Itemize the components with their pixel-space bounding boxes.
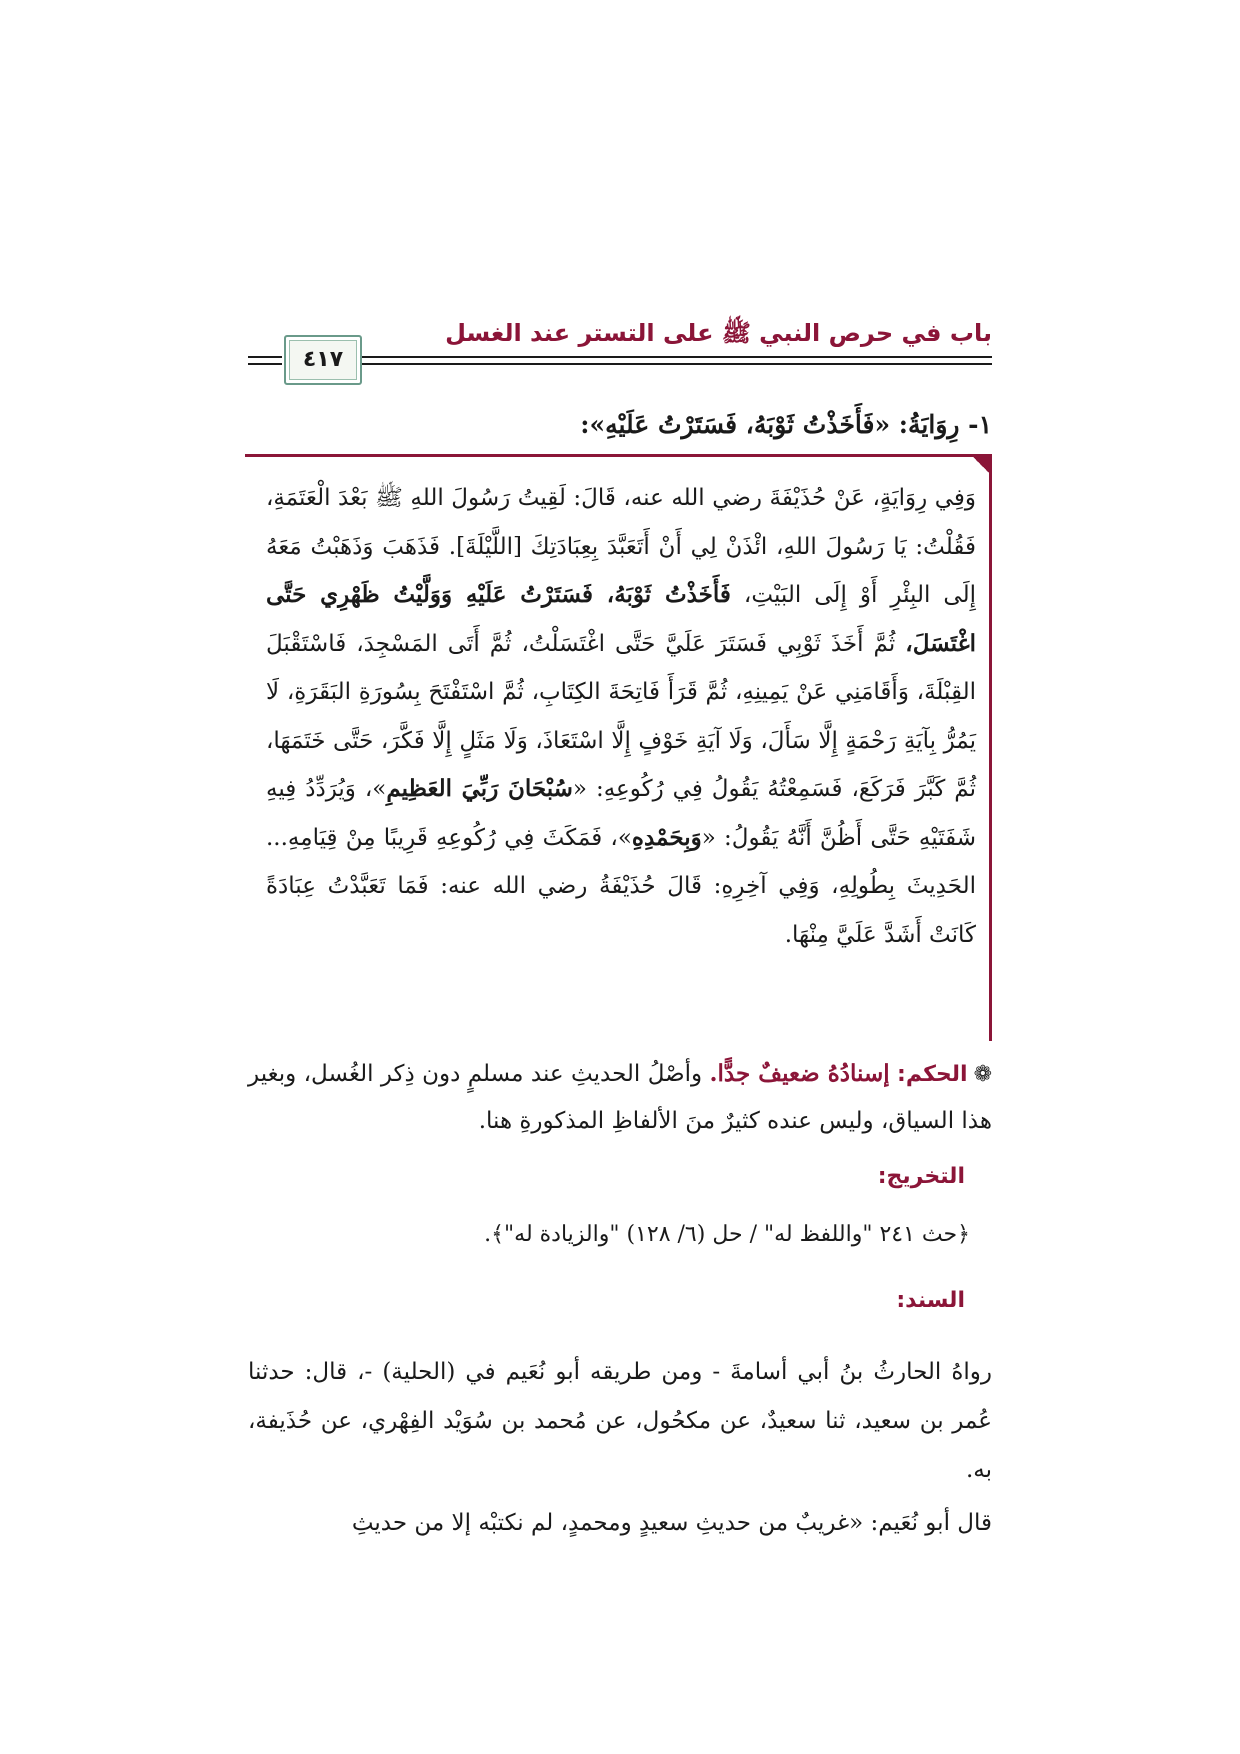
hadith-text-part4: »، فَمَكَثَ فِي رُكُوعِهِ قَرِيبًا مِنْ قِيَامِهِ... الحَدِيثَ بِطُولِهِ، وَفِي آخِرِهِ: قَالَ حُذَيْفَةُ رضي الله عنه: فَمَا تَعَبَّدْتُ عِبَادَةً كَانَتْ أَشَدَّ عَلَيَّ مِنْهَا. <box>266 824 976 948</box>
header-rule-right-top <box>362 356 992 358</box>
hadith-text <box>266 474 976 959</box>
sanad-label: السند: <box>896 1288 965 1313</box>
flower-bullet-icon: ❁ <box>973 1062 992 1087</box>
ruling-text: وأصْلُ الحديثِ عند مسلمٍ دون ذِكر الغُسل، وبغير هذا السياق، وليس عنده كثيرٌ منَ الألفاظِ المذكورةِ هنا. <box>248 1061 992 1134</box>
header-rule-left-bottom <box>248 363 282 365</box>
header-rule-left-top <box>248 356 282 358</box>
takhrij-text: ﴿حث ٢٤١ "واللفظ له" / حل (٦/ ١٢٨) "والزيادة له"﴾. <box>484 1222 970 1247</box>
ruling-value: إسنادُهُ ضعيفٌ جدًّا. <box>709 1060 890 1087</box>
hadith-text-part1: وَفِي رِوَايَةٍ، عَنْ حُذَيْفَةَ رضي الله عنه، قَالَ: لَقِيتُ رَسُولَ اللهِ ﷺ بَعْدَ الْعَتَمَةِ، فَقُلْتُ: يَا رَسُولَ اللهِ، ائْذَنْ لِي أَنْ أَتَعَبَّدَ بِعِبَادَتِكَ [اللَّيْلَةَ]. فَذَهَبَ وَذَهَبْتُ مَعَهُ إِلَى البِئْرِ أَوْ إِلَى البَيْتِ، <box>266 485 976 608</box>
hadith-text-part3: »، وَيُرَدِّدُ فِيهِ شَفَتَيْهِ حَتَّى أَظُنَّ أَنَّهُ يَقُولُ: « <box>266 776 976 851</box>
hadith-text-bold1: فَأَخَذْتُ ثَوْبَهُ، فَسَتَرْتُ عَلَيْهِ وَوَلَّيْتُ ظَهْرِي حَتَّى اغْتَسَلَ، <box>266 581 976 657</box>
hadith-text-part2: ثُمَّ أَخَذَ ثَوْبِي فَسَتَرَ عَلَيَّ حَتَّى اغْتَسَلْتُ، ثُمَّ أَتَى المَسْجِدَ، فَاسْتَقْبَلَ القِبْلَةَ، وَأَقَامَنِي عَنْ يَمِينِهِ، ثُمَّ قَرَأَ فَاتِحَةَ الكِتَابِ، ثُمَّ اسْتَفْتَحَ بِسُورَةِ البَقَرَةِ، لَا يَمُرُّ بِآيَةِ رَحْمَةٍ إِلَّا سَأَلَ، وَلَا آيَةِ خَوْفٍ إِلَّا اسْتَعَاذَ، وَلَا مَثَلٍ إِلَّا فَكَّرَ، حَتَّى خَتَمَهَا، ثُمَّ كَبَّرَ فَرَكَعَ، فَسَمِعْتُهُ يَقُولُ فِي رُكُوعِهِ: « <box>266 630 976 802</box>
ruling-label: الحكم: <box>897 1062 968 1087</box>
hadith-text-bold2: سُبْحَانَ رَبِّيَ العَظِيمِ <box>386 775 573 802</box>
page-number: ٤١٧ <box>284 335 362 385</box>
hadith-text-bold3: وَبِحَمْدِهِ <box>631 823 702 851</box>
chapter-title: باب في حرص النبي ﷺ على التستر عند الغسل <box>445 319 992 347</box>
takhrij-label: التخريج: <box>877 1164 965 1189</box>
narration-heading: ١- رِوَايَةُ: «فَأَخَذْتُ ثَوْبَهُ، فَسَتَرْتُ عَلَيْهِ»: <box>580 410 992 439</box>
sanad-text: رواهُ الحارثُ بنُ أبي أسامةَ - ومن طريقه أبو نُعَيم في (الحلية) -، قال: حدثنا عُمر بن سعيد، ثنا سعيدٌ، عن مكحُول، عن مُحمد بن سُوَيْد الفِهْري، عن حُذَيفة، به. <box>248 1359 992 1483</box>
closing-text: قال أبو نُعَيم: «غريبٌ من حديثِ سعيدٍ ومحمدٍ، لم نكتبْه إلا من حديثِ <box>351 1510 992 1536</box>
ruling-paragraph <box>248 1050 992 1145</box>
header-rule-right-bottom <box>362 363 992 365</box>
